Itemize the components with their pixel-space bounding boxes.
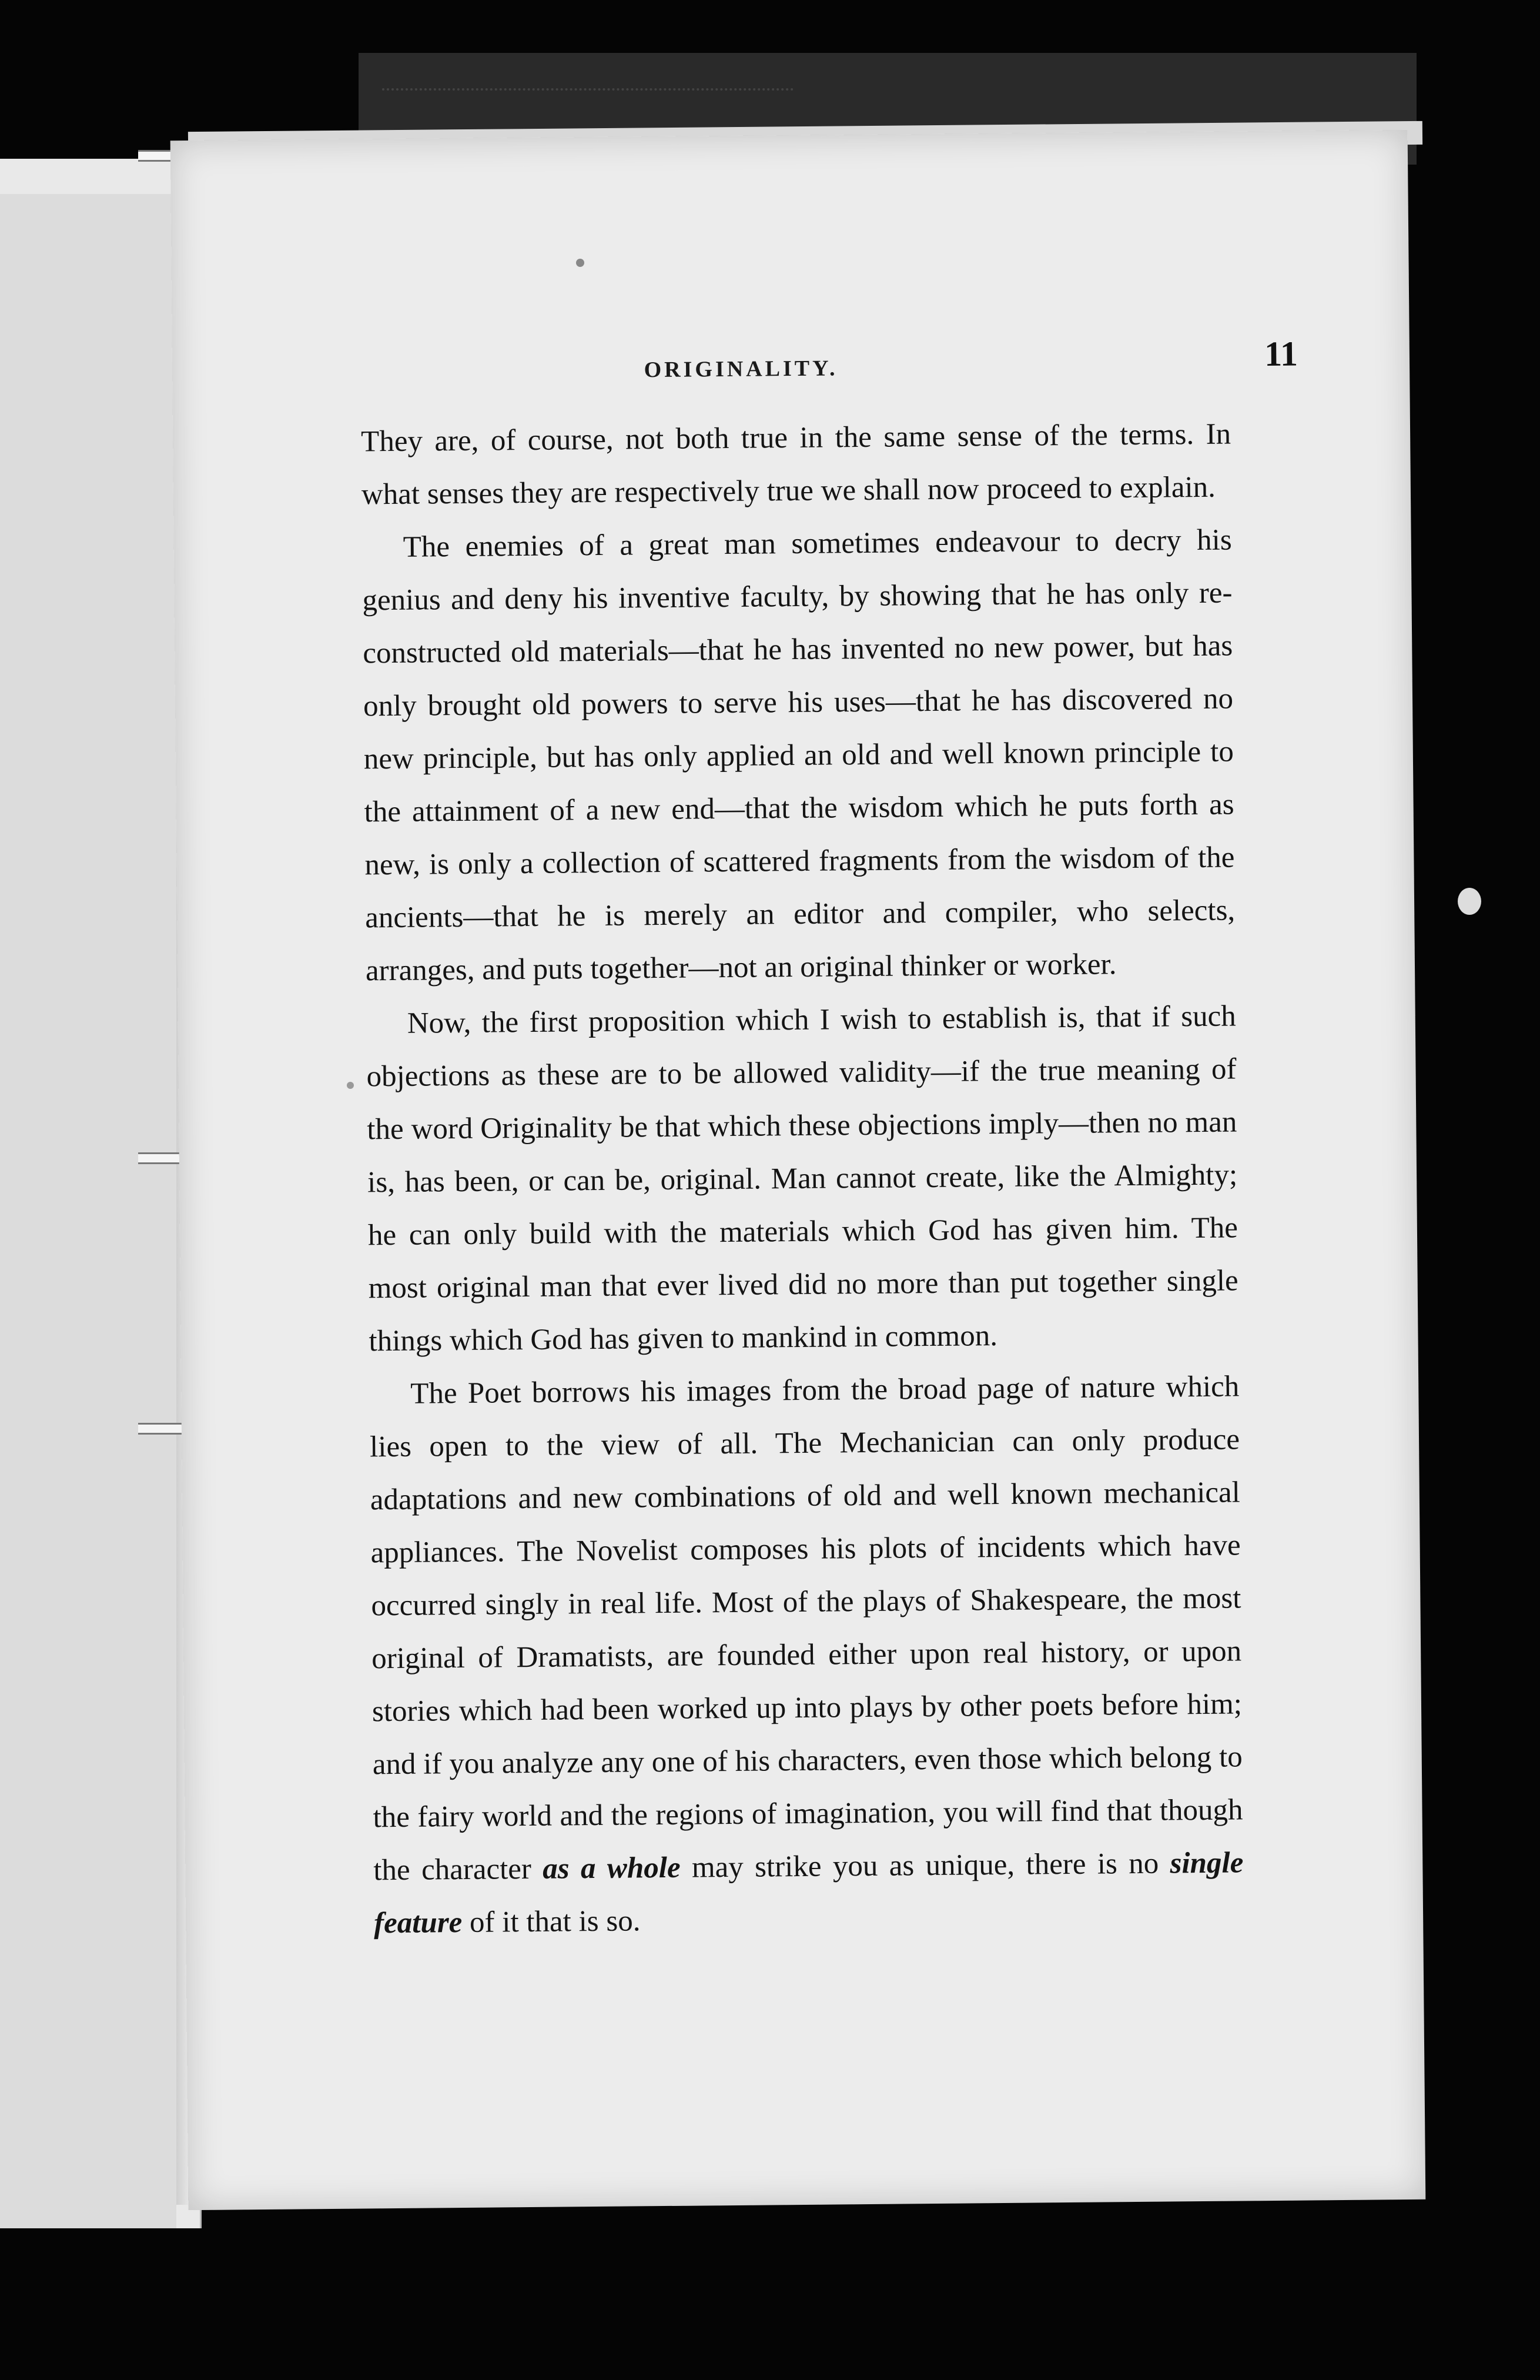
scan-speck bbox=[576, 259, 584, 267]
running-head bbox=[172, 350, 1410, 387]
page-number: 11 bbox=[1264, 334, 1298, 374]
emphasis: single feature bbox=[373, 1846, 1244, 1940]
paragraph: They are, of course, not both true in the same sense of the terms. In what senses they are respectively true we shall now proceed to explain. bbox=[360, 417, 1231, 512]
running-head-title: ORIGINALITY. bbox=[644, 356, 838, 383]
book-page bbox=[170, 130, 1426, 2210]
faint-handwriting-mark bbox=[382, 88, 794, 126]
paragraph-text: of it that is so. bbox=[462, 1904, 641, 1940]
paragraph: Now, the first proposition which I wish to establish is, that if such objections as these are to be allowed validity—if the true meaning of the word Originality be that which these objections imply—then no man is, has been, or can be, original. Man cannot create, like the Almighty; he can only build with the materials which God has given him. The most original man that ever lived did no more than put together single things which God has given to mankind in common. bbox=[366, 1000, 1238, 1358]
scan-speck bbox=[1458, 888, 1481, 915]
paragraph-text: The Poet borrows his images from the broad page of nature which lies open to the view of all. The Mechanician can only produce adaptations and new combinations of old and well known mechanical appliances. The Novelist composes his plots of incidents which have occurred singly in real life. Most of the plays of Shakespeare, the most original of Dramatists, are founded either upon real history, or upon stories which had been worked up into plays by other poets before him; and if you analyze any one of his characters, even those which belong to the fairy world and the regions of imagination, you will find that though the character bbox=[369, 1370, 1243, 1887]
scan-speck bbox=[347, 1082, 354, 1089]
paragraph: The enemies of a great man sometimes endeavour to decry his genius and deny his inventive faculty, by showing that he has only re-constructed old materials—that he has invented no new power, but has only brought old powers to serve his uses—that he has discovered no new principle, but has only applied an old and well known principle to the attainment of a new end—that the wisdom which he puts forth as new, is only a collection of scattered fragments from the wisdom of the ancients—that he is merely an editor and compiler, who selects, arranges, and puts together—not an original thinker or worker. bbox=[362, 523, 1236, 988]
paragraph bbox=[369, 1360, 1244, 1950]
previous-page-shadow bbox=[0, 194, 176, 2228]
page-body bbox=[361, 408, 1244, 1950]
emphasis: as a whole bbox=[543, 1851, 681, 1886]
paragraph-text: may strike you as unique, there is no bbox=[680, 1847, 1170, 1884]
